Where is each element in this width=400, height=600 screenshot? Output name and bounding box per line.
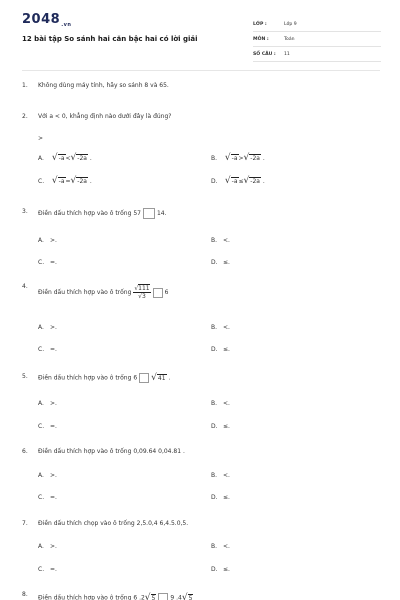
option-b[interactable]: B. <.	[211, 400, 230, 407]
question-subtext: >	[38, 135, 44, 142]
answer-blank-box[interactable]	[153, 288, 163, 298]
option-b[interactable]: B. <.	[211, 237, 230, 244]
option-b[interactable]: B. <.	[211, 324, 230, 331]
option-b[interactable]: B. √ -a > √ -2a .	[211, 153, 265, 163]
option-a[interactable]: A. √ -a < √ -2a .	[38, 153, 92, 163]
option-b[interactable]: B. <.	[211, 472, 230, 479]
fraction: $\frac{√111}{√3}$	[134, 285, 150, 300]
option-a[interactable]: A. >.	[38, 324, 57, 331]
option-c[interactable]: C. =.	[38, 494, 57, 501]
meta-info-table	[253, 17, 381, 62]
option-c[interactable]: C. =.	[38, 423, 57, 430]
answer-blank-box[interactable]	[143, 208, 155, 219]
option-a[interactable]: A. >.	[38, 543, 57, 550]
meta-row-subject: MÔN : Toán	[253, 32, 381, 47]
option-c[interactable]: C. √ -a = √ -2a .	[38, 176, 92, 186]
option-c[interactable]: C. =.	[38, 259, 57, 266]
option-a[interactable]: A. >.	[38, 237, 57, 244]
option-c[interactable]: C. =.	[38, 566, 57, 573]
option-d[interactable]: D. ≤.	[211, 346, 230, 353]
meta-row-class: LỚP : Lớp 9	[253, 17, 381, 32]
option-d[interactable]: D. ≤.	[211, 494, 230, 501]
meta-row-question-count: SỐ CÂU : 11	[253, 47, 381, 62]
question-text: Điền dấu thích chọp vào ô trống 2,5.0,4 6,4.5.0,5.	[38, 520, 189, 527]
worksheet-header	[0, 0, 400, 70]
option-d[interactable]: D. ≤.	[211, 423, 230, 430]
option-d[interactable]: D. ≤.	[211, 566, 230, 573]
answer-blank-box[interactable]	[139, 373, 149, 383]
document-title: 12 bài tập So sánh hai căn bậc hai có lời giải	[22, 35, 198, 43]
option-b[interactable]: B. <.	[211, 543, 230, 550]
option-a[interactable]: A. >.	[38, 400, 57, 407]
question-text: Điền dấu thích hợp vào ô trống 0,09.64 0,04.81 .	[38, 448, 185, 455]
header-divider	[22, 70, 380, 71]
option-d[interactable]: D. ≤.	[211, 259, 230, 266]
site-logo[interactable]: $2048_{.vn}$	[22, 12, 72, 28]
question-text: Với a < 0, khẳng định nào dưới đây là đúng?	[38, 113, 172, 120]
question-text: Không dùng máy tính, hãy so sánh 8 và 65.	[38, 82, 169, 89]
answer-blank-box[interactable]	[158, 593, 168, 600]
option-a[interactable]: A. >.	[38, 472, 57, 479]
option-c[interactable]: C. =.	[38, 346, 57, 353]
option-d[interactable]: D. √ -a ≤ √ -2a .	[211, 176, 265, 186]
